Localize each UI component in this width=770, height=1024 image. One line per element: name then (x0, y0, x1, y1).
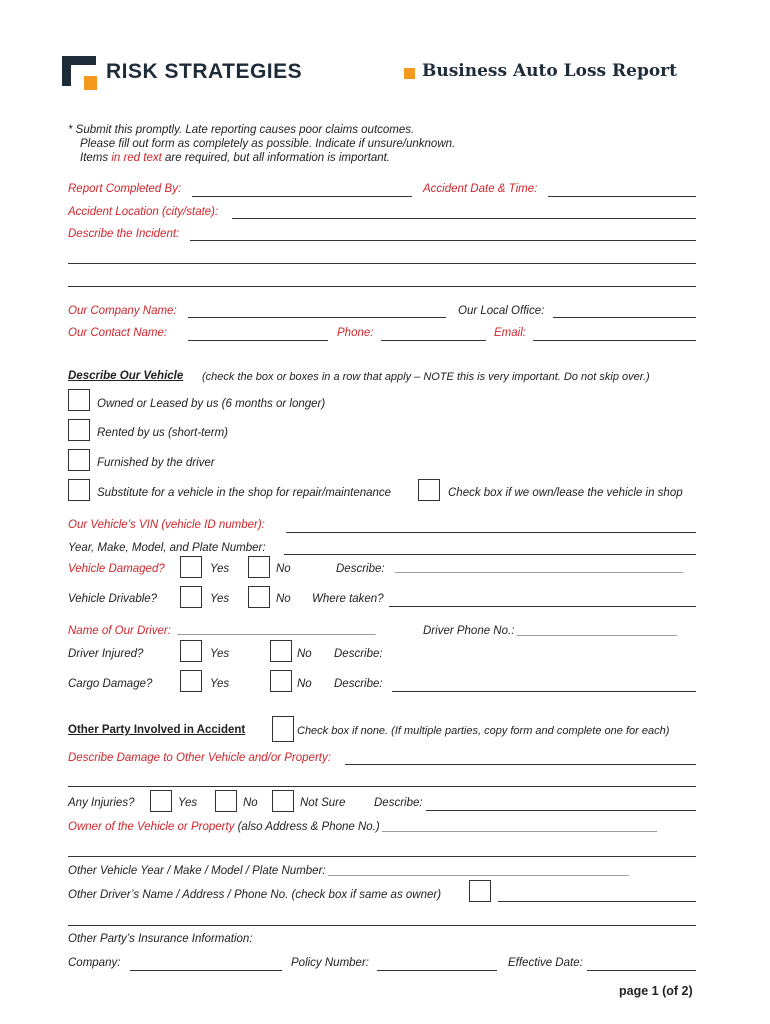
vehicle-section-note: (check the box or boxes in a row that apply – NOTE this is very important. Do not skip over.) (202, 371, 650, 383)
drivable-yes-checkbox[interactable] (180, 586, 202, 608)
drivable-no-label: No (276, 593, 291, 605)
owner-line-2[interactable] (68, 856, 696, 857)
describe-damage-field[interactable] (345, 764, 696, 765)
describe-incident-line-3[interactable] (68, 286, 696, 287)
injured-describe-label: Describe: (334, 648, 383, 660)
ymm-label: Year, Make, Model, and Plate Number: (68, 542, 266, 554)
title-bullet-icon (404, 68, 415, 79)
other-none-checkbox[interactable] (272, 716, 294, 742)
other-driver-label: Other Driver’s Name / Address / Phone No. (check box if same as owner) (68, 889, 442, 901)
injured-yes-label: Yes (210, 648, 230, 660)
injured-no-label: No (297, 648, 312, 660)
vin-label: Our Vehicle’s VIN (vehicle ID number): (68, 519, 265, 531)
cargo-yes-checkbox[interactable] (180, 670, 202, 692)
intro-line-2: Please fill out form as completely as possible. Indicate if unsure/unknown. (80, 138, 456, 150)
substitute-checkbox[interactable] (68, 479, 90, 501)
email-field[interactable] (533, 340, 696, 341)
other-driver-field[interactable] (498, 901, 696, 902)
where-taken-field[interactable] (389, 606, 696, 607)
other-vehicle-ymm-label: Other Vehicle Year / Make / Model / Plate Number: _______________________________________________ (68, 865, 630, 877)
insurance-info-label: Other Party’s Insurance Information: (68, 933, 253, 945)
driver-phone-label: Driver Phone No.: _________________________ (423, 625, 678, 637)
page-title: Business Auto Loss Report (422, 61, 677, 81)
other-driver-line-2[interactable] (68, 925, 696, 926)
ymm-field[interactable] (284, 554, 696, 555)
accident-date-label: Accident Date & Time: (423, 183, 538, 195)
other-party-heading: Other Party Involved in Accident (68, 724, 246, 736)
same-as-owner-checkbox[interactable] (469, 880, 491, 902)
damaged-yes-checkbox[interactable] (180, 556, 202, 578)
cargo-describe-label: Describe: (334, 678, 383, 690)
vehicle-section-heading: Describe Our Vehicle (68, 370, 184, 382)
drivable-no-checkbox[interactable] (248, 586, 270, 608)
drivable-yes-label: Yes (210, 593, 230, 605)
damage-describe-field[interactable]: _____________________________________________ (396, 562, 684, 574)
cargo-no-label: No (297, 678, 312, 690)
phone-field[interactable] (381, 340, 486, 341)
injuries-no-checkbox[interactable] (215, 790, 237, 812)
cargo-describe-field[interactable] (392, 691, 696, 692)
company-name-field[interactable] (188, 317, 446, 318)
cargo-damage-label: Cargo Damage? (68, 678, 153, 690)
own-shop-checkbox[interactable] (418, 479, 440, 501)
local-office-label: Our Local Office: (458, 305, 545, 317)
report-completed-by-field[interactable] (192, 196, 412, 197)
where-taken-label: Where taken? (312, 593, 384, 605)
policy-number-label: Policy Number: (291, 957, 369, 969)
describe-incident-label: Describe the Incident: (68, 228, 180, 240)
injuries-describe-field[interactable] (426, 810, 696, 811)
substitute-label: Substitute for a vehicle in the shop for repair/maintenance (97, 487, 392, 499)
accident-location-label: Accident Location (city/state): (68, 206, 219, 218)
describe-damage-line-2[interactable] (68, 786, 696, 787)
injuries-not-sure-checkbox[interactable] (272, 790, 294, 812)
injuries-yes-checkbox[interactable] (150, 790, 172, 812)
injuries-no-label: No (243, 797, 258, 809)
owner-label: Owner of the Vehicle or Property (also Address & Phone No.) ___________________________________________ (68, 821, 658, 833)
policy-number-field[interactable] (377, 970, 497, 971)
rented-label: Rented by us (short-term) (97, 427, 229, 439)
insurance-company-field[interactable] (130, 970, 282, 971)
rented-checkbox[interactable] (68, 419, 90, 441)
logo-icon (62, 56, 98, 92)
cargo-no-checkbox[interactable] (270, 670, 292, 692)
driver-injured-label: Driver Injured? (68, 648, 144, 660)
contact-name-field[interactable] (188, 340, 328, 341)
injuries-yes-label: Yes (178, 797, 198, 809)
phone-label: Phone: (337, 327, 374, 339)
driver-name-field[interactable]: _______________________________ (178, 624, 377, 636)
injured-no-checkbox[interactable] (270, 640, 292, 662)
logo-text: RISK STRATEGIES (106, 60, 303, 83)
page-number: page 1 (of 2) (619, 984, 693, 998)
any-injuries-label: Any Injuries? (68, 797, 135, 809)
company-name-label: Our Company Name: (68, 305, 177, 317)
vin-field[interactable] (286, 532, 696, 533)
effective-date-label: Effective Date: (508, 957, 583, 969)
effective-date-field[interactable] (587, 970, 696, 971)
accident-location-field[interactable] (232, 218, 696, 219)
insurance-company-label: Company: (68, 957, 121, 969)
describe-incident-field[interactable] (190, 240, 696, 241)
injuries-not-sure-label: Not Sure (300, 797, 346, 809)
intro-line-1: * Submit this promptly. Late reporting causes poor claims outcomes. (68, 124, 415, 136)
owned-checkbox[interactable] (68, 389, 90, 411)
contact-name-label: Our Contact Name: (68, 327, 168, 339)
damaged-no-label: No (276, 563, 291, 575)
local-office-field[interactable] (553, 317, 696, 318)
furnished-checkbox[interactable] (68, 449, 90, 471)
injured-yes-checkbox[interactable] (180, 640, 202, 662)
damage-describe-label: Describe: (336, 563, 385, 575)
own-shop-label: Check box if we own/lease the vehicle in shop (448, 487, 683, 499)
accident-date-field[interactable] (548, 196, 696, 197)
injuries-describe-label: Describe: (374, 797, 423, 809)
email-label: Email: (494, 327, 526, 339)
cargo-yes-label: Yes (210, 678, 230, 690)
intro-line-3: Items in red text are required, but all information is important. (80, 152, 391, 164)
damaged-yes-label: Yes (210, 563, 230, 575)
vehicle-damaged-label: Vehicle Damaged? (68, 563, 165, 575)
describe-incident-line-2[interactable] (68, 263, 696, 264)
damaged-no-checkbox[interactable] (248, 556, 270, 578)
owned-label: Owned or Leased by us (6 months or longer) (97, 398, 326, 410)
other-none-label: Check box if none. (If multiple parties, copy form and complete one for each) (297, 725, 670, 737)
report-completed-by-label: Report Completed By: (68, 183, 182, 195)
driver-name-label: Name of Our Driver: (68, 625, 171, 637)
vehicle-drivable-label: Vehicle Drivable? (68, 593, 158, 605)
furnished-label: Furnished by the driver (97, 457, 215, 469)
describe-damage-label: Describe Damage to Other Vehicle and/or Property: (68, 752, 331, 764)
